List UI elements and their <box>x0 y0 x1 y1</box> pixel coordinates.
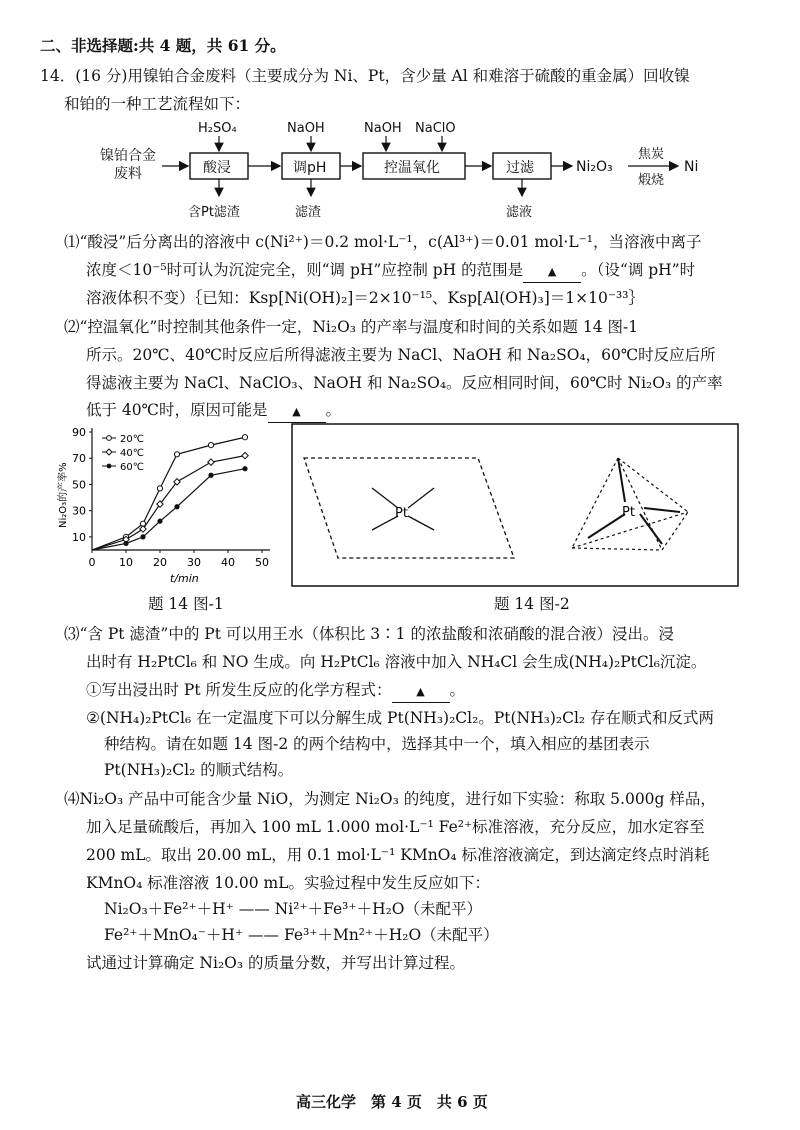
bond-line <box>372 488 398 508</box>
q14-p3-sub2-line1: ②(NH₄)₂PtCl₆ 在一定温度下可以分解生成 Pt(NH₃)₂Cl₂。Pt(NH₃)₂Cl₂ 存在顺式和反式两 <box>86 709 715 727</box>
flow-input-h2so4: H₂SO₄ <box>198 121 237 136</box>
q14-p4-line5: 试通过计算确定 Ni₂O₃ 的质量分数，并写出计算过程。 <box>86 954 466 972</box>
legend-marker <box>106 449 112 455</box>
q14-p1-line2-tail: 。（设“调 pH”时 <box>581 261 696 279</box>
data-point <box>123 541 128 546</box>
flow-input-naoh-2: NaOH <box>364 121 402 136</box>
fig1-caption: 题 14 图-1 <box>148 595 224 613</box>
data-point <box>157 519 162 524</box>
flow-input-naoh: NaOH <box>287 121 325 136</box>
flow-product-ni2o3: Ni₂O₃ <box>576 159 613 175</box>
q14-p3-sub1 <box>86 680 465 703</box>
q14-p3-line1: ⑶“含 Pt 滤渣”中的 Pt 可以用王水（体积比 3∶1 的浓盐酸和浓硝酸的混合液）浸出。浸 <box>64 625 674 643</box>
q14-stem-line2: 和铂的一种工艺流程如下： <box>64 95 251 113</box>
flow-condition-coke: 焦炭 <box>638 147 665 162</box>
flow-box1-label: 酸浸 <box>203 160 231 176</box>
q14-p3-sub1-text: ①写出浸出时 Pt 所发生反应的化学方程式： <box>86 681 392 699</box>
pt-label-planar: Pt <box>395 506 408 521</box>
y-tick-label: 30 <box>72 504 86 518</box>
data-point <box>157 486 162 491</box>
chart-x-label: t/min <box>170 572 199 585</box>
q14-p4-equation2: Fe²⁺＋MnO₄⁻＋H⁺ —— Fe³⁺＋Mn²⁺＋H₂O（未配平） <box>104 926 499 944</box>
flow-output-pt-residue: 含Pt滤渣 <box>188 205 240 220</box>
x-tick-label: 10 <box>119 556 133 569</box>
q14-p4-line3: 200 mL。取出 20.00 mL，用 0.1 mol·L⁻¹ KMnO₄ 标准溶液滴定，到达滴定终点时消耗 <box>86 846 710 864</box>
pt-label-tetrahedral: Pt <box>622 505 635 520</box>
q14-p4-line1: ⑷Ni₂O₃ 产品中可能含少量 NiO，为测定 Ni₂O₃ 的纯度，进行如下实验：称取 5.000g 样品， <box>64 790 716 808</box>
legend-label: 40℃ <box>120 448 144 459</box>
data-point <box>242 435 247 440</box>
x-tick-label: 40 <box>221 556 235 569</box>
flow-start-line2: 废料 <box>114 166 142 182</box>
yield-chart <box>50 420 280 590</box>
flow-box3-label: 控温氧化 <box>384 160 440 176</box>
structure-figure-box <box>288 422 740 588</box>
bond-line <box>408 516 434 530</box>
q14-p3-sub1-tail: 。 <box>449 681 466 699</box>
flow-box2-label: 调pH <box>293 160 327 176</box>
answer-blank-3[interactable]: ▲ <box>392 680 450 703</box>
q14-p1-line2 <box>86 260 695 283</box>
tetrahedral-structure <box>572 458 688 550</box>
fig2-caption: 题 14 图-2 <box>494 595 570 613</box>
q14-p1-line1: ⑴“酸浸”后分离出的溶液中 c(Ni²⁺)＝0.2 mol·L⁻¹，c(Al³⁺)＝0.01 mol·L⁻¹，当溶液中离子 <box>64 233 702 251</box>
chart-y-label: Ni₂O₃的产率% <box>58 462 69 528</box>
data-point <box>208 443 213 448</box>
q14-p1-line3: 溶液体积不变）｛已知：Ksp[Ni(OH)₂]＝2×10⁻¹⁵、Ksp[Al(OH)₃]＝1×10⁻³³｝ <box>86 289 644 307</box>
flow-start-line1: 镍铂合金 <box>100 148 156 164</box>
data-point <box>242 452 248 458</box>
data-point <box>242 466 247 471</box>
page-footer: 高三化学 第 4 页 共 6 页 <box>296 1093 488 1111</box>
y-tick-label: 90 <box>72 426 86 439</box>
x-tick-label: 0 <box>88 556 96 569</box>
legend-marker <box>107 464 112 469</box>
data-point <box>140 534 145 539</box>
data-point <box>208 473 213 478</box>
q14-p4-line2: 加入足量硫酸后，再加入 100 mL 1.000 mol·L⁻¹ Fe²⁺标准溶液，充分反应，加水定容至 <box>86 818 705 836</box>
section-title: 二、非选择题:共 4 题，共 61 分。 <box>40 36 286 55</box>
legend-label: 60℃ <box>120 462 144 473</box>
q14-p3-line2: 出时有 H₂PtCl₆ 和 NO 生成。向 H₂PtCl₆ 溶液中加入 NH₄Cl 会生成(NH₄)₂PtCl₆沉淀。 <box>86 653 707 671</box>
q14-p2-line4-tail: 。 <box>325 401 342 419</box>
q14-p1-line2-text: 浓度＜10⁻⁵时可认为沉淀完全，则“调 pH”应控制 pH 的范围是 <box>86 261 524 279</box>
series-line-1 <box>92 456 245 550</box>
q14-p4-line4: KMnO₄ 标准溶液 10.00 mL。实验过程中发生反应如下： <box>86 874 491 892</box>
y-tick-label: 10 <box>72 530 86 544</box>
q14-p3-sub2-line3: Pt(NH₃)₂Cl₂ 的顺式结构。 <box>104 761 294 779</box>
flow-final-ni: Ni <box>684 159 699 175</box>
y-tick-label: 50 <box>72 478 86 492</box>
bond-line <box>408 488 434 508</box>
answer-blank-2[interactable]: ▲ <box>268 400 326 423</box>
flow-input-naclo: NaClO <box>415 121 456 136</box>
q14-p2-line4-text: 低于 40℃时，原因可能是 <box>86 401 268 419</box>
x-tick-label: 30 <box>187 556 201 569</box>
data-point <box>174 452 179 457</box>
y-tick-label: 70 <box>72 452 86 466</box>
flow-box4-label: 过滤 <box>506 160 534 176</box>
data-point <box>174 504 179 509</box>
answer-blank-1[interactable]: ▲ <box>523 260 581 283</box>
q14-p2-line2: 所示。20℃、40℃时反应后所得滤液主要为 NaCl、NaOH 和 Na₂SO₄，60℃时反应后所 <box>86 346 716 364</box>
q14-p2-line3: 得滤液主要为 NaCl、NaClO₃、NaOH 和 Na₂SO₄。反应相同时间，60℃时 Ni₂O₃ 的产率 <box>86 374 723 392</box>
q14-p2-line1: ⑵“控温氧化”时控制其他条件一定，Ni₂O₃ 的产率与温度和时间的关系如题 14 图-1 <box>64 318 639 336</box>
legend-label: 20℃ <box>120 434 144 445</box>
x-tick-label: 50 <box>255 556 269 569</box>
legend-marker <box>107 436 112 441</box>
x-tick-label: 20 <box>153 556 167 569</box>
flow-output-filtrate: 滤液 <box>506 205 533 220</box>
flow-output-residue: 滤渣 <box>295 205 322 220</box>
process-flow-diagram <box>90 118 730 228</box>
q14-p3-sub2-line2: 种结构。请在如题 14 图-2 的两个结构中，选择其中一个，填入相应的基团表示 <box>104 735 650 753</box>
flow-condition-calcine: 煅烧 <box>638 173 665 188</box>
data-point <box>208 459 214 465</box>
series-line-2 <box>92 469 245 550</box>
q14-p4-equation1: Ni₂O₃＋Fe²⁺＋H⁺ —— Ni²⁺＋Fe³⁺＋H₂O（未配平） <box>104 900 483 918</box>
q14-stem-line1: 14．(16 分)用镍铂合金废料（主要成分为 Ni、Pt，含少量 Al 和难溶于硫酸的重金属）回收镍 <box>40 67 690 85</box>
